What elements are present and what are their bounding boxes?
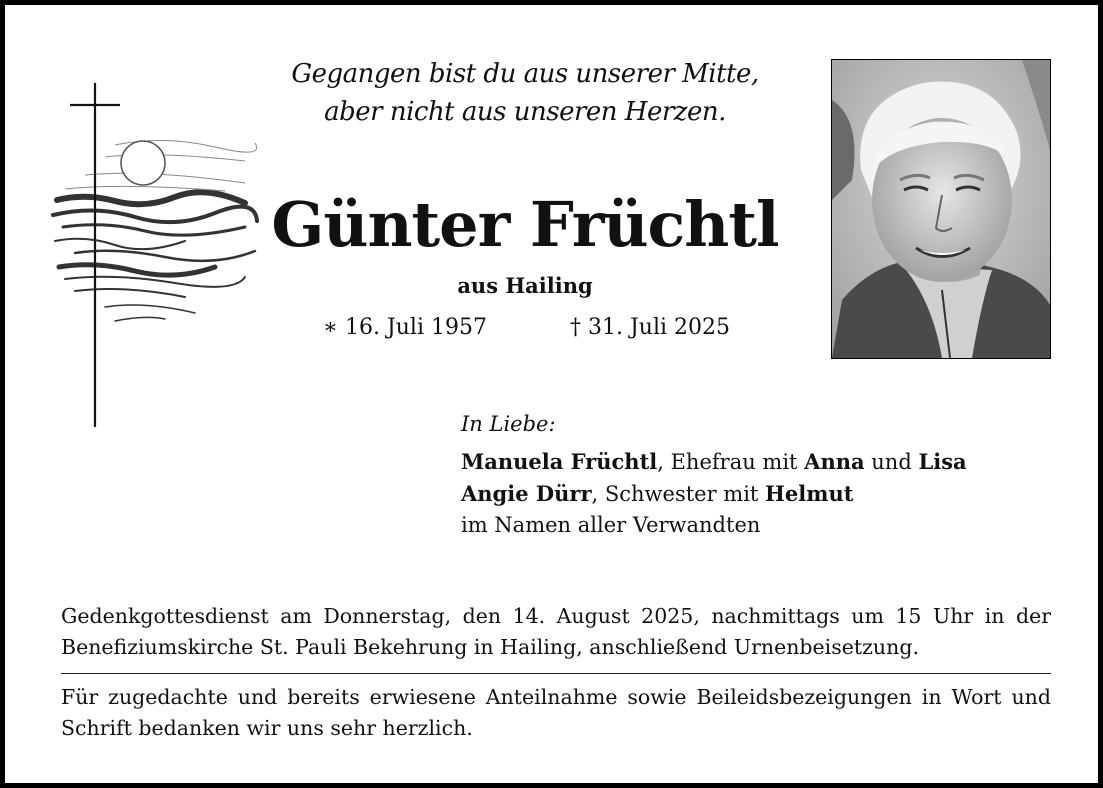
motto-line-2: aber nicht aus unseren Herzen. — [324, 97, 726, 127]
mourner-line-2 — [461, 478, 1061, 510]
mourner-line-3: im Namen aller Verwandten — [461, 513, 761, 537]
mourner-name: Manuela Früchtl — [461, 449, 658, 474]
divider-line — [61, 673, 1051, 674]
mourner-child-name: Anna — [804, 449, 865, 474]
thanks-note: Für zugedachte und bereits erwiesene Anteilnahme sowie Beileidsbezeigungen in Wort und Schrift bedanken wir uns sehr herzlich. — [61, 685, 1051, 740]
mourner-child-name: Lisa — [918, 449, 967, 474]
mourner-name: Angie Dürr — [461, 481, 592, 506]
mourners-list — [461, 409, 1061, 541]
mourner-partner-name: Helmut — [765, 481, 854, 506]
memorial-motto — [265, 55, 785, 131]
service-announcement: Gedenkgottesdienst am Donnerstag, den 14. August 2025, nachmittags um 15 Uhr in der Benefiziumskirche St. Pauli Bekehrung in Hailing, anschließend Urnenbeisetzung. — [61, 604, 1051, 659]
mourner-relation: , Ehefrau mit — [657, 450, 805, 474]
death-date: † 31. Juli 2025 — [570, 315, 731, 340]
cross-landscape-icon — [45, 75, 265, 435]
conjunction: und — [864, 450, 919, 474]
deceased-origin: aus Hailing — [457, 273, 593, 298]
birth-date: ∗ 16. Juli 1957 — [323, 315, 487, 340]
portrait-icon — [832, 60, 1050, 358]
mourner-line-1 — [461, 446, 1061, 478]
deceased-name: Günter Früchtl — [271, 188, 779, 261]
mourners-intro: In Liebe: — [461, 412, 556, 436]
mourner-relation: , Schwester mit — [591, 482, 766, 506]
motto-line-1: Gegangen bist du aus unserer Mitte, — [291, 59, 759, 89]
portrait-photo — [831, 59, 1051, 359]
